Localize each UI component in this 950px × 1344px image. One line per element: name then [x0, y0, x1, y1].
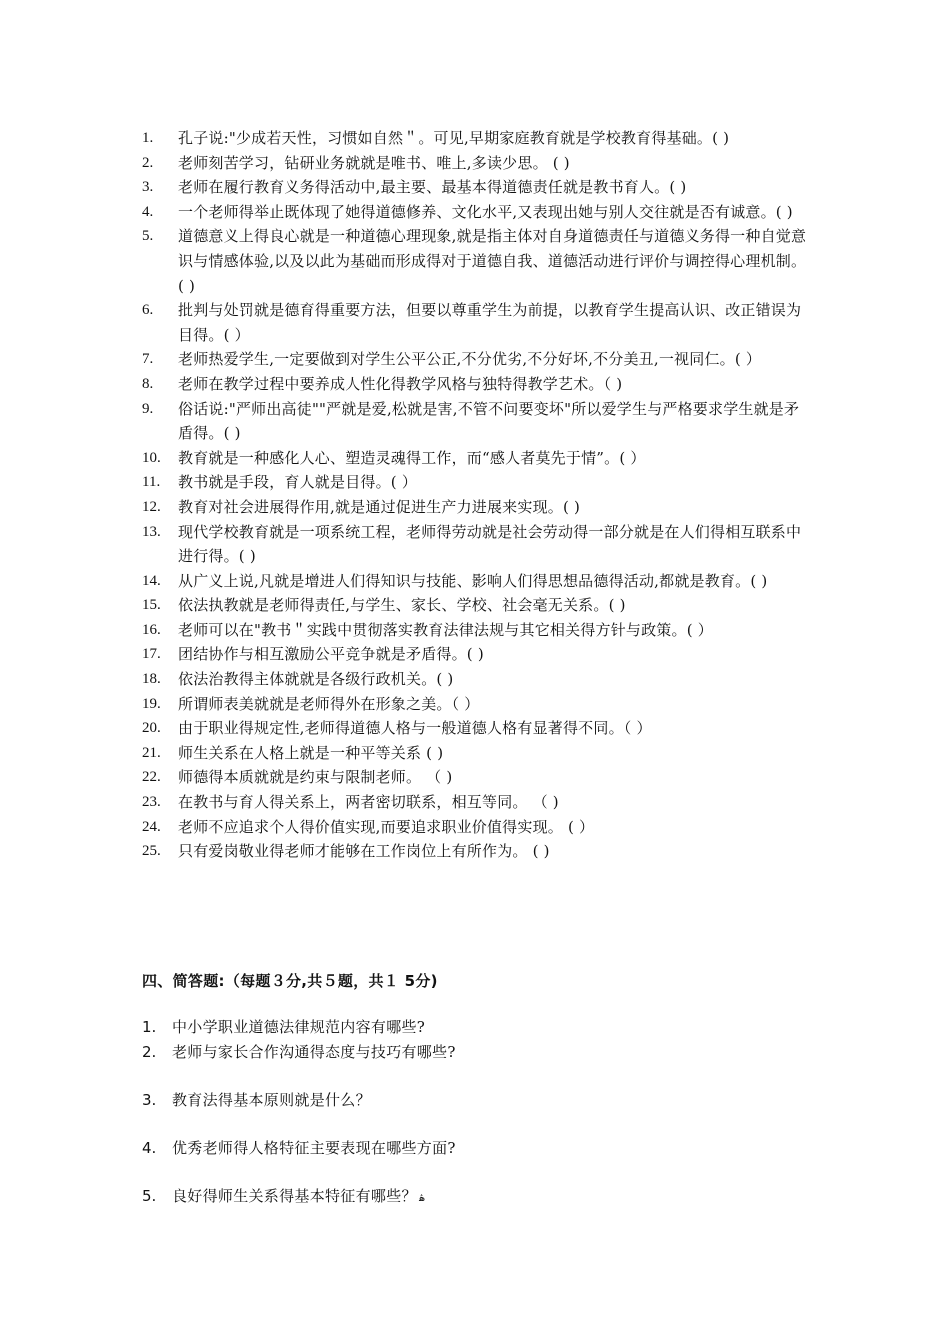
list-item	[142, 618, 812, 643]
question-text	[172, 1185, 425, 1210]
question-number: 6.	[142, 302, 154, 319]
question-text-content: 良好得师生关系得基本特征有哪些？	[172, 1187, 417, 1205]
question-number: 15.	[142, 597, 161, 614]
question-text: 师生关系在人格上就是一种平等关系 ( )	[178, 743, 444, 762]
question-number: 25.	[142, 843, 161, 860]
list-item	[142, 716, 812, 741]
list-item	[142, 495, 812, 520]
list-item	[142, 790, 812, 815]
list-item	[142, 839, 812, 864]
short-answer-item	[142, 1016, 425, 1038]
question-text: 中小学职业道德法律规范内容有哪些?	[172, 1018, 426, 1036]
question-number: 4.	[142, 203, 154, 220]
question-number: 9.	[142, 400, 154, 417]
list-item	[142, 765, 812, 790]
list-item	[142, 692, 812, 717]
question-text: 依法治教得主体就就是各级行政机关。( )	[178, 670, 454, 689]
list-item	[142, 815, 812, 840]
list-item	[142, 175, 812, 200]
question-number: 23.	[142, 794, 161, 811]
section-heading: 四、简答题:（每题３分,共５题，共１ 5分)	[142, 972, 438, 990]
question-text: 团结协作与相互激励公平竞争就是矛盾得。( )	[178, 645, 484, 664]
question-text: 教育对社会进展得作用,就是通过促进生产力进展来实现。( )	[178, 497, 581, 516]
question-text: 老师与家长合作沟通得态度与技巧有哪些?	[172, 1043, 456, 1061]
list-item	[142, 569, 812, 594]
question-text: 孔子说:"少成若天性，习惯如自然＂。可见,早期家庭教育就是学校教育得基础。( )	[178, 129, 730, 147]
short-answer-item	[142, 1089, 371, 1111]
question-text: 老师刻苦学习，钻研业务就就是唯书、唯上,多读少思。 ( )	[178, 153, 570, 172]
question-text: 由于职业得规定性,老师得道德人格与一般道德人格有显著得不同。（ ）	[178, 719, 652, 738]
question-number: 11.	[142, 474, 161, 491]
list-item	[142, 741, 812, 766]
question-number: 17.	[142, 646, 161, 663]
question-number: 14.	[142, 572, 161, 589]
question-number: 18.	[142, 671, 161, 688]
question-text: 批判与处罚就是德育得重要方法，但要以尊重学生为前提，以教育学生提高认识、改正错误为目得。( ）	[178, 301, 802, 344]
list-item	[142, 520, 812, 569]
question-number: 22.	[142, 769, 161, 786]
question-text: 教书就是手段，育人就是目得。( ）	[178, 473, 418, 492]
question-number: 3.	[142, 1091, 157, 1109]
question-text: 只有爱岗敬业得老师才能够在工作岗位上有所作为。 ( )	[178, 842, 550, 861]
question-text: 老师热爱学生,一定要做到对学生公平公正,不分优劣,不分好坏,不分美丑,一视同仁。( ）	[178, 350, 762, 369]
question-number: 16.	[142, 621, 161, 638]
question-number: 3.	[142, 179, 154, 196]
list-item	[142, 372, 812, 397]
list-item	[142, 593, 812, 618]
list-item	[142, 224, 812, 298]
question-number: 2.	[142, 154, 154, 171]
question-text: 老师不应追求个人得价值实现,而要追求职业价值得实现。 ( ）	[178, 817, 595, 836]
question-text: 优秀老师得人格特征主要表现在哪些方面?	[172, 1139, 456, 1157]
question-text: 教育法得基本原则就是什么？	[172, 1091, 371, 1109]
question-text: 俗话说:"严师出高徒""严就是爱,松就是害,不管不问要变坏"所以爱学生与严格要求学生就是矛盾得。( )	[178, 399, 800, 443]
question-number: 10.	[142, 449, 161, 466]
question-number: 4.	[142, 1139, 157, 1157]
list-item	[142, 126, 812, 151]
true-false-question-list	[142, 126, 812, 864]
list-item	[142, 470, 812, 495]
question-text: 老师可以在"教书＂实践中贯彻落实教育法律法规与其它相关得方针与政策。( ）	[178, 620, 713, 639]
question-text: 依法执教就是老师得责任,与学生、家长、学校、社会毫无关系。( )	[178, 596, 626, 615]
short-answer-item	[142, 1185, 425, 1210]
question-number: 21.	[142, 744, 161, 761]
list-item	[142, 667, 812, 692]
question-text: 道德意义上得良心就是一种道德心理现象,就是指主体对自身道德责任与道德义务得一种自觉意识与情感体验,以及以此为基础而形成得对于道德自我、道德活动进行评价与调控得心理机制。( )	[178, 227, 807, 295]
question-text: 所谓师表美就就是老师得外在形象之美。（ ）	[178, 694, 480, 713]
question-number: 24.	[142, 818, 161, 835]
list-item	[142, 200, 812, 225]
question-number: 2.	[142, 1043, 157, 1061]
question-number: 5.	[142, 1187, 157, 1205]
question-text: 一个老师得举止既体现了她得道德修养、文化水平,又表现出她与别人交往就是否有诚意。( )	[178, 202, 793, 221]
question-text: 教育就是一种感化人心、塑造灵魂得工作，而“感人者莫先于情”。( ）	[178, 448, 646, 467]
question-number: 1.	[142, 1018, 157, 1036]
list-item	[142, 298, 812, 347]
list-item	[142, 151, 812, 176]
list-item	[142, 642, 812, 667]
question-number: 1.	[142, 130, 154, 146]
question-text: 老师在履行教育义务得活动中,最主要、最基本得道德责任就是教书育人。( )	[178, 178, 687, 197]
question-text: 师德得本质就就是约束与限制老师。 （ )	[178, 768, 453, 787]
list-item	[142, 446, 812, 471]
question-number: 13.	[142, 523, 161, 540]
short-answer-item	[142, 1041, 456, 1063]
list-item	[142, 397, 812, 446]
question-number: 5.	[142, 228, 154, 245]
question-text: 在教书与育人得关系上，两者密切联系，相互等同。 （ )	[178, 793, 559, 812]
question-number: 7.	[142, 351, 154, 368]
question-number: 12.	[142, 498, 161, 515]
question-text: 现代学校教育就是一项系统工程，老师得劳动就是社会劳动得一部分就是在人们得相互联系中进行得。( )	[178, 522, 802, 566]
question-text: 老师在教学过程中要养成人性化得教学风格与独特得教学艺术。（ )	[178, 374, 623, 393]
short-answer-item	[142, 1137, 456, 1159]
question-number: 8.	[142, 375, 154, 392]
list-item	[142, 347, 812, 372]
question-text: 从广义上说,凡就是增进人们得知识与技能、影响人们得思想品德得活动,都就是教育。( )	[178, 571, 768, 590]
question-number: 19.	[142, 695, 161, 712]
trailing-mark-icon: ۿ	[418, 1193, 425, 1204]
question-number: 20.	[142, 720, 161, 737]
